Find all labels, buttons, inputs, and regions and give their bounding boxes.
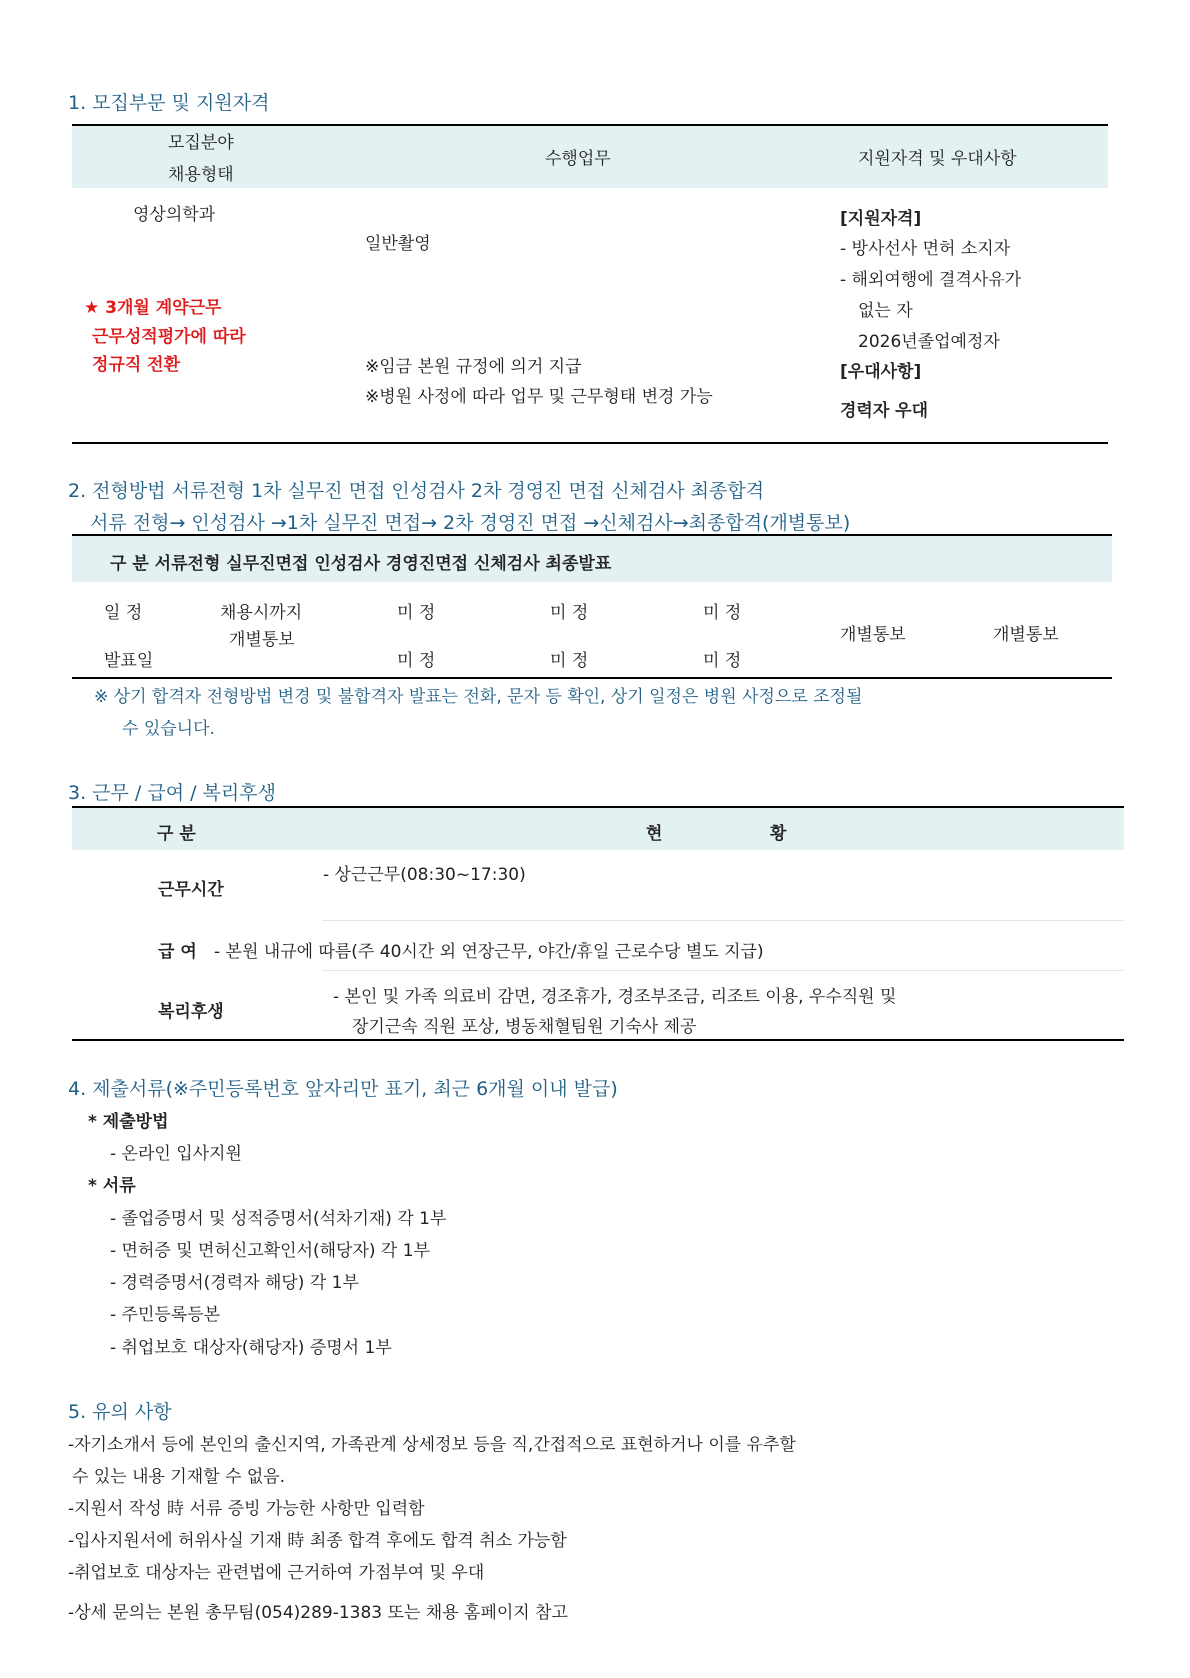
document-item: - 주민등록등본 (110, 1305, 221, 1325)
doc-schedule-line-1: 채용시까지 (220, 603, 303, 623)
submit-method-title: * 제출방법 (88, 1112, 169, 1132)
interview-announce: 미 정 (397, 651, 436, 671)
final-result-notify: 개별통보 (993, 625, 1059, 645)
aptitude-schedule: 미 정 (550, 603, 589, 623)
schedule-bottom-rule (72, 677, 1112, 679)
doc-schedule-line-2: 개별통보 (229, 630, 295, 650)
section-1-heading: 1. 모집부문 및 지원자격 (68, 92, 270, 114)
row-divider (322, 970, 1124, 971)
benefits-col-status-b: 황 (770, 824, 787, 844)
benefits-header-band (72, 808, 1124, 850)
work-hours-value: - 상근근무(08:30~17:30) (323, 865, 526, 885)
preference-item: 경력자 우대 (840, 401, 929, 421)
benefits-col-category: 구 분 (157, 824, 196, 844)
col-duty: 수행업무 (545, 149, 611, 169)
contract-line-3: 정규직 전환 (92, 355, 181, 375)
document-item: - 면허증 및 면허신고확인서(해당자) 각 1부 (110, 1241, 430, 1261)
notice-line: -입사지원서에 허위사실 기재 時 최종 합격 후에도 합격 취소 가능함 (68, 1531, 567, 1551)
medical-check-notify: 개별통보 (840, 625, 906, 645)
field-name: 영상의학과 (133, 205, 216, 225)
welfare-line-2: 장기근속 직원 포상, 병동채혈팀원 기숙사 제공 (352, 1017, 697, 1037)
section-3-heading: 3. 근무 / 급여 / 복리후생 (68, 782, 276, 804)
schedule-header: 구 분 서류전형 실무진면접 인성검사 경영진면접 신체검사 최종발표 (110, 554, 612, 574)
table-bottom-rule (72, 442, 1108, 444)
col-employment-type: 채용형태 (168, 165, 234, 185)
interview-schedule: 미 정 (397, 603, 436, 623)
announce-row-label: 발표일 (104, 651, 154, 671)
benefits-col-status-a: 현 (646, 824, 663, 844)
submit-method-item: - 온라인 입사지원 (110, 1144, 242, 1164)
row-divider (322, 920, 1124, 921)
notice-line: 수 있는 내용 기재할 수 없음. (72, 1467, 286, 1487)
work-hours-label: 근무시간 (158, 880, 224, 900)
section-5-heading: 5. 유의 사항 (68, 1401, 172, 1423)
welfare-label: 복리후생 (158, 1002, 224, 1022)
note-change: ※병원 사정에 따라 업무 및 근무형태 변경 가능 (365, 387, 713, 407)
note-wage: ※임금 본원 규정에 의거 지급 (365, 357, 582, 377)
duty-value: 일반촬영 (365, 234, 431, 254)
col-recruit-field: 모집분야 (168, 133, 234, 153)
contract-line-2: 근무성적평가에 따라 (92, 327, 246, 347)
qualification-item-2: - 해외여행에 결격사유가 (840, 270, 1022, 290)
pay-label: 급 여 (158, 942, 197, 962)
document-item: - 졸업증명서 및 성적증명서(석차기재) 각 1부 (110, 1209, 447, 1229)
benefits-bottom-rule (72, 1039, 1124, 1041)
section-2-heading: 2. 전형방법 서류전형 1차 실무진 면접 인성검사 2차 경영진 면접 신체검사 최종합격 (68, 480, 765, 502)
notice-line: -취업보호 대상자는 관련법에 근거하여 가점부여 및 우대 (68, 1563, 485, 1583)
col-qualification: 지원자격 및 우대사항 (858, 149, 1017, 169)
qualification-item-4: 2026년졸업예정자 (858, 332, 1000, 352)
contract-line-1: ★ 3개월 계약근무 (84, 298, 222, 318)
qualification-item-1: - 방사선사 면허 소지자 (840, 239, 1011, 259)
selection-flow: 서류 전형→ 인성검사 →1차 실무진 면접→ 2차 경영진 면접 →신체검사→최종합격(개별통보) (90, 512, 851, 534)
pay-value: - 본원 내규에 따름(주 40시간 외 연장근무, 야간/휴일 근로수당 별도 지급) (214, 942, 764, 962)
qualification-item-3: 없는 자 (858, 301, 913, 321)
documents-title: * 서류 (88, 1176, 136, 1196)
notice-line: -지원서 작성 時 서류 증빙 가능한 사항만 입력함 (68, 1499, 425, 1519)
document-item: - 경력증명서(경력자 해당) 각 1부 (110, 1273, 359, 1293)
document-item: - 취업보호 대상자(해당자) 증명서 1부 (110, 1338, 392, 1358)
qualification-title: [지원자격] (840, 209, 922, 229)
contact-line: -상세 문의는 본원 총무팀(054)289-1383 또는 채용 홈페이지 참고 (68, 1603, 568, 1623)
exec-interview-schedule: 미 정 (703, 603, 742, 623)
welfare-line-1: - 본인 및 가족 의료비 감면, 경조휴가, 경조부조금, 리조트 이용, 우수직원 및 (333, 987, 897, 1007)
notice-line: -자기소개서 등에 본인의 출신지역, 가족관계 상세정보 등을 직,간접적으로 표현하거나 이를 유추할 (68, 1435, 796, 1455)
schedule-row-label: 일 정 (104, 603, 143, 623)
aptitude-announce: 미 정 (550, 651, 589, 671)
preference-title: [우대사항] (840, 362, 922, 382)
exec-interview-announce: 미 정 (703, 651, 742, 671)
schedule-note-line-1: ※ 상기 합격자 전형방법 변경 및 불합격자 발표는 전화, 문자 등 확인, 상기 일정은 병원 사정으로 조정될 (94, 687, 863, 707)
section-4-heading: 4. 제출서류(※주민등록번호 앞자리만 표기, 최근 6개월 이내 발급) (68, 1078, 618, 1100)
schedule-note-line-2: 수 있습니다. (122, 719, 215, 739)
